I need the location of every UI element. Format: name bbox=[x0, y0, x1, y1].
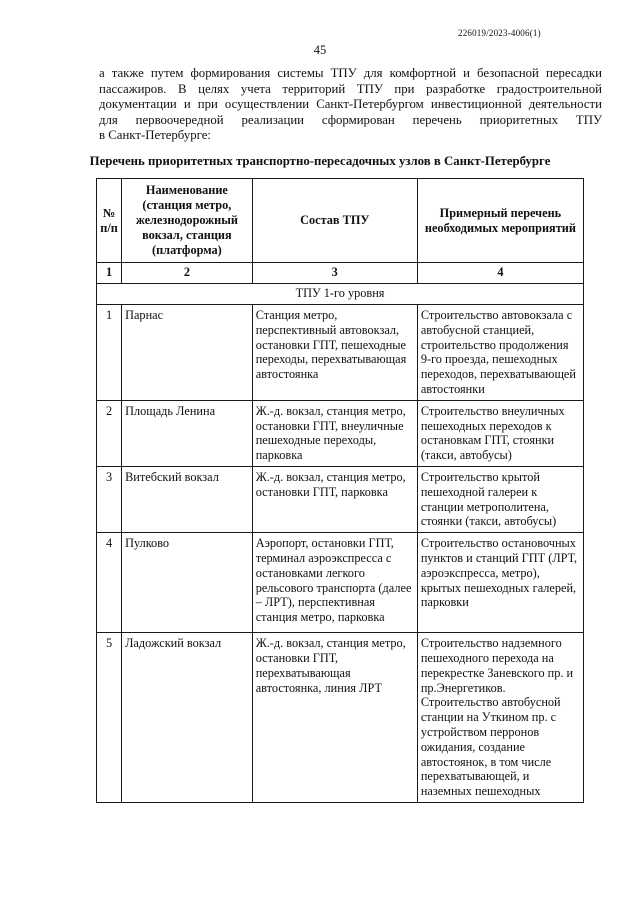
intro-paragraph bbox=[99, 66, 602, 144]
header-name: Наименование (станция метро, железнодорожный вокзал, станция (платформа) bbox=[122, 179, 253, 263]
row-composition: Ж.-д. вокзал, станция метро, остановки ГПТ, парковка bbox=[252, 466, 417, 532]
table-row bbox=[97, 466, 584, 532]
row-composition: Станция метро, перспективный автовокзал, остановки ГПТ, пешеходные переходы, перехватывающая автостоянка bbox=[252, 305, 417, 401]
row-number: 4 bbox=[97, 533, 122, 633]
column-number-row bbox=[97, 263, 584, 284]
table-row bbox=[97, 305, 584, 401]
table-row bbox=[97, 533, 584, 633]
intro-line: для первоочередной реализации сформирован перечень приоритетных ТПУ bbox=[99, 112, 602, 127]
row-measures: Строительство надземного пешеходного перехода на перекрестке Заневского пр. и пр.Энергетиков. Строительство автобусной станции на Уткином пр. с устройством перронов ожидания, создание автостоянок, в том числе перехватывающей, и наземных пешеходных bbox=[417, 633, 583, 803]
level-row bbox=[97, 284, 584, 305]
row-measures: Строительство автовокзала с автобусной станцией, строительство продолжения 9-го проезда, пешеходных переходов, перехватывающей автостоянки bbox=[417, 305, 583, 401]
column-number: 4 bbox=[417, 263, 583, 284]
column-number: 3 bbox=[252, 263, 417, 284]
row-composition: Ж.-д. вокзал, станция метро, остановки ГПТ, внеуличные пешеходные переходы, парковка bbox=[252, 400, 417, 466]
row-number: 2 bbox=[97, 400, 122, 466]
priority-hubs-table bbox=[96, 178, 584, 803]
column-number: 2 bbox=[122, 263, 253, 284]
row-name: Витебский вокзал bbox=[122, 466, 253, 532]
header-composition: Состав ТПУ bbox=[252, 179, 417, 263]
header-measures: Примерный перечень необходимых мероприятий bbox=[417, 179, 583, 263]
row-name: Ладожский вокзал bbox=[122, 633, 253, 803]
row-number: 1 bbox=[97, 305, 122, 401]
table-header-row bbox=[97, 179, 584, 263]
table-row bbox=[97, 633, 584, 803]
intro-line: а также путем формирования системы ТПУ для комфортной и безопасной пересадки bbox=[99, 66, 602, 80]
document-number: 226019/2023-4006(1) bbox=[458, 28, 541, 38]
row-measures: Строительство внеуличных пешеходных переходов к остановкам ГПТ, стоянки (такси, автобусы) bbox=[417, 400, 583, 466]
table-caption: Перечень приоритетных транспортно-пересадочных узлов в Санкт-Петербурге bbox=[89, 154, 551, 168]
row-name: Пулково bbox=[122, 533, 253, 633]
header-number: № п/п bbox=[97, 179, 122, 263]
row-composition: Ж.-д. вокзал, станция метро, остановки ГПТ, перехватывающая автостоянка, линия ЛРТ bbox=[252, 633, 417, 803]
row-name: Площадь Ленина bbox=[122, 400, 253, 466]
intro-line: документации и при осуществлении Санкт-Петербургом инвестиционной деятельности bbox=[99, 97, 602, 111]
row-number: 3 bbox=[97, 466, 122, 532]
row-measures: Строительство крытой пешеходной галереи к станции метрополитена, стоянки (такси, автобусы) bbox=[417, 466, 583, 532]
intro-line: пассажиров. В целях учета территорий ТПУ при разработке градостроительной bbox=[99, 81, 602, 96]
table-row bbox=[97, 400, 584, 466]
row-name: Парнас bbox=[122, 305, 253, 401]
row-composition: Аэропорт, остановки ГПТ, терминал аэроэкспресса с остановками легкого рельсового транспорта (далее – ЛРТ), перспективная станция метро, парковка bbox=[252, 533, 417, 633]
row-measures: Строительство остановочных пунктов и станций ГПТ (ЛРТ, аэроэкспресса, метро), крытых пешеходных галерей, парковки bbox=[417, 533, 583, 633]
level-label: ТПУ 1-го уровня bbox=[97, 284, 584, 305]
intro-line: в Санкт-Петербурге: bbox=[99, 128, 211, 142]
page-number: 45 bbox=[313, 43, 327, 57]
row-number: 5 bbox=[97, 633, 122, 803]
column-number: 1 bbox=[97, 263, 122, 284]
